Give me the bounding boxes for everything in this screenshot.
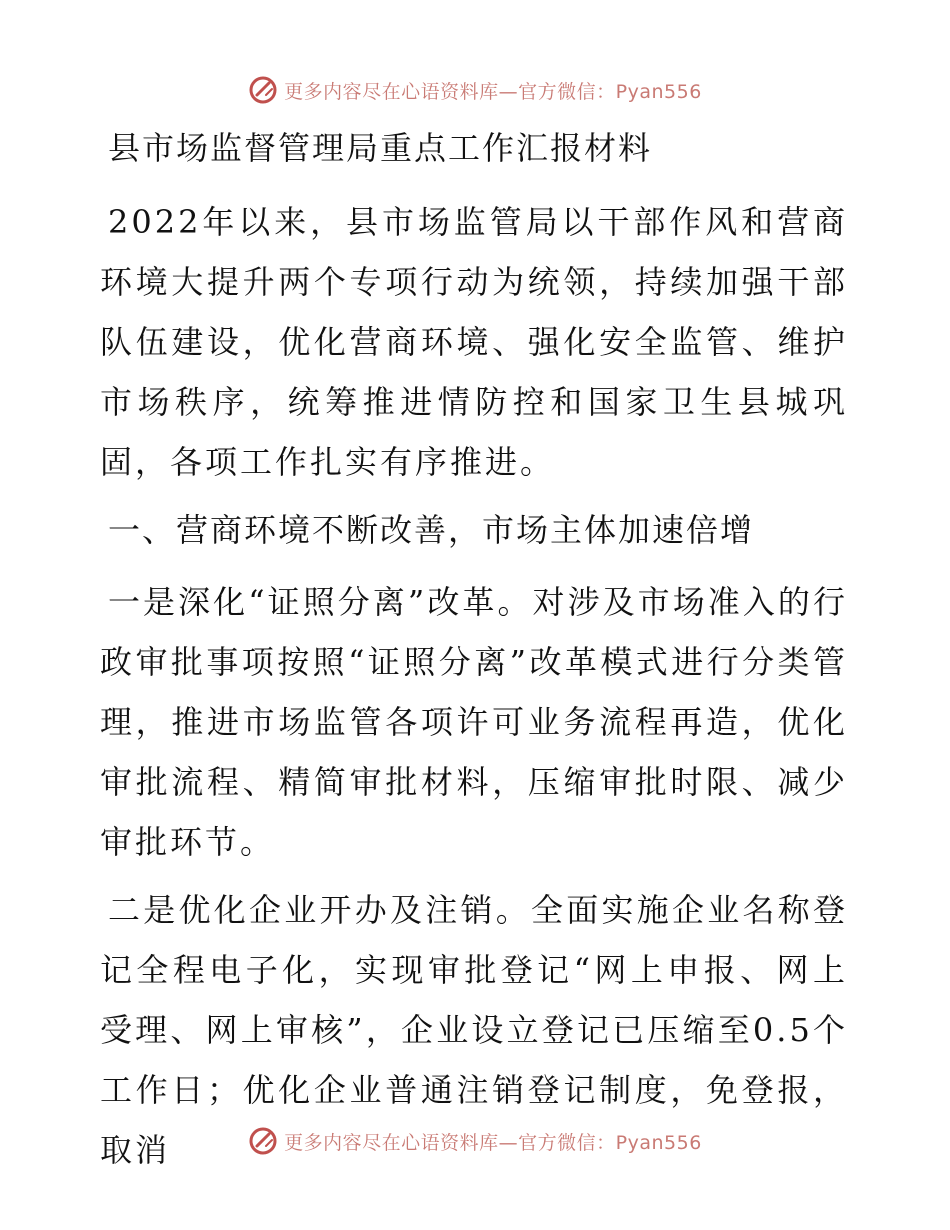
document-title: 县市场监督管理局重点工作汇报材料 [108, 129, 653, 167]
watermark-header [0, 70, 950, 110]
intro-paragraph: 2022年以来，县市场监管局以干部作风和营商环境大提升两个专项行动为统领，持续加强干部队伍建设，优化营商环境、强化安全监管、维护市场秩序，统筹推进情防控和国家卫生县城巩固，各项工作扎实有序推进。 [100, 203, 848, 481]
section-heading: 一、营商环境不断改善，市场主体加速倍增 [108, 511, 755, 549]
watermark-text: 更多内容尽在心语资料库—官方微信：Pyan556 [284, 1131, 702, 1154]
watermark-logo-icon [248, 1126, 278, 1156]
watermark-logo-icon [248, 75, 278, 105]
item-paragraph-2: 二是优化企业开办及注销。全面实施企业名称登记全程电子化，实现审批登记“网上申报、网上受理、网上审核”，企业设立登记已压缩至0.5个工作日；优化企业普通注销登记制度，免登报，取消 [100, 891, 848, 1169]
watermark-footer [0, 1121, 950, 1161]
item-paragraph-1: 一是深化“证照分离”改革。对涉及市场准入的行政审批事项按照“证照分离”改革模式进行分类管理，推进市场监管各项许可业务流程再造，优化审批流程、精简审批材料，压缩审批时限、减少审批环节。 [100, 583, 848, 861]
watermark-text: 更多内容尽在心语资料库—官方微信：Pyan556 [284, 80, 702, 103]
